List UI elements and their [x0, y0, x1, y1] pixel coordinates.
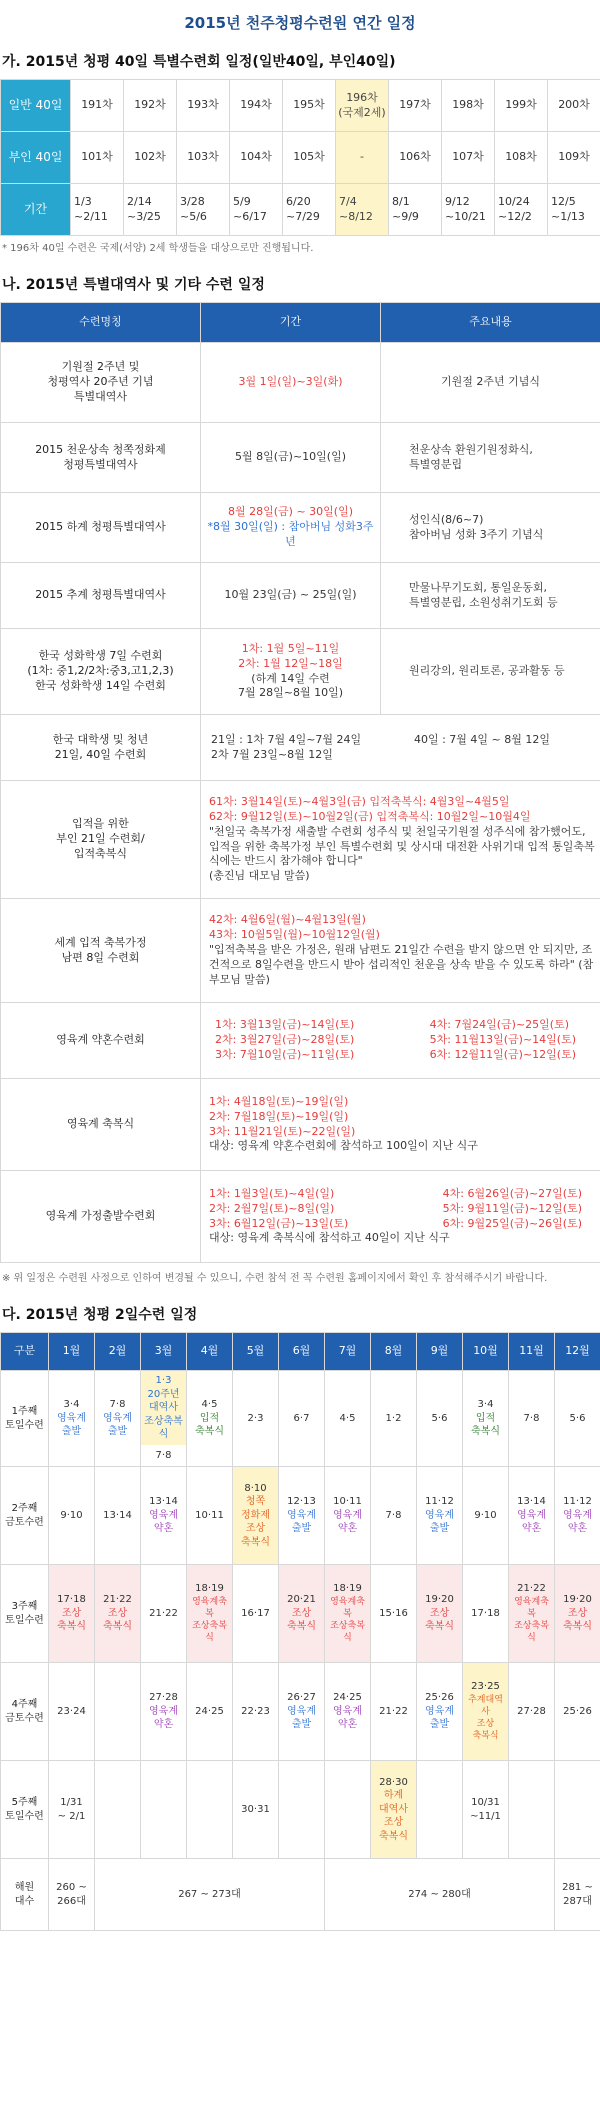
cell-event: 영육계축복 조상축복식: [514, 1596, 549, 1644]
cell: 109차: [548, 132, 600, 184]
cell: 7·8: [371, 1467, 417, 1565]
cell: [509, 1467, 555, 1565]
cell: [417, 1565, 463, 1663]
cell: [325, 1663, 371, 1761]
column-header: 주요내용: [381, 303, 600, 343]
cell: 2/14 ~3/25: [124, 184, 177, 236]
cell: 4·5: [325, 1371, 371, 1467]
table-row: [1, 1565, 600, 1663]
cell-event: 20주년 대역사 조상축복식: [144, 1388, 183, 1440]
cell-date: 11·12: [425, 1496, 454, 1508]
table-row: [1, 423, 600, 493]
cell-date: 25·26: [425, 1692, 454, 1704]
cell: 7/4 ~8/12: [336, 184, 389, 236]
cell: 5·6: [417, 1371, 463, 1467]
cell: 274 ~ 280대: [325, 1859, 555, 1931]
cell: 10/24 ~12/2: [495, 184, 548, 236]
event-period-right: [443, 1187, 596, 1232]
table-row: [1, 132, 600, 184]
cell: 5·6: [555, 1371, 600, 1467]
cell: 8/1 ~9/9: [389, 184, 442, 236]
cell-event: 영육계 출발: [425, 1705, 454, 1731]
event-period-line: 6차: 9월25일(금)~26일(토): [442, 1216, 582, 1230]
cell: 9·10: [49, 1467, 95, 1565]
cell: [325, 1761, 371, 1859]
cell: [141, 1467, 187, 1565]
cell: 13·14: [95, 1467, 141, 1565]
cell: 102차: [124, 132, 177, 184]
row-label: 해원 대수: [1, 1859, 49, 1931]
cell-date: 18·19: [333, 1583, 362, 1595]
cell: 200차: [548, 80, 600, 132]
cell: [555, 1467, 600, 1565]
table-row: [1, 1079, 600, 1171]
column-header: 7월: [325, 1333, 371, 1371]
cell-date: 21·22: [517, 1583, 546, 1595]
cell: [463, 1371, 509, 1467]
cell: [141, 1761, 187, 1859]
event-period-left: [215, 1018, 354, 1063]
cell: [509, 1565, 555, 1663]
cell-event: 입적 축복식: [471, 1412, 500, 1438]
cell-event: 입적 축복식: [195, 1412, 224, 1438]
cell-date: 8·10: [244, 1482, 267, 1494]
section-b-note: ※ 위 일정은 수련원 사정으로 인하여 변경될 수 있으니, 수련 참석 전 꼭 수련원 홈페이지에서 확인 후 참석해주시기 바랍니다.: [2, 1273, 548, 1284]
event-period-21: 21일 : 1차 7월 4일~7월 24일 2차 7월 23일~8월 12일: [211, 732, 362, 761]
event-period-line: 1차: 1월 5일~11일: [241, 641, 340, 655]
cell-event: 청쪽 정화제 조상 축복식: [241, 1496, 270, 1548]
cell: 260 ~ 266대: [49, 1859, 95, 1931]
column-header: 9월: [417, 1333, 463, 1371]
row-label: 5주째 토일수련: [1, 1761, 49, 1859]
cell: 10/31 ~11/1: [463, 1761, 509, 1859]
table-row: [1, 493, 600, 563]
cell: [325, 1565, 371, 1663]
cell: [233, 1467, 279, 1565]
cell: -: [336, 132, 389, 184]
row-header-general: 일반 40일: [1, 80, 71, 132]
event-period-line: 2차: 2월7일(토)~8일(일): [209, 1201, 335, 1215]
cell: 199차: [495, 80, 548, 132]
cell: 6/20 ~7/29: [283, 184, 336, 236]
table-row: [1, 184, 600, 236]
event-content: 원리강의, 원리토론, 공과활동 등: [381, 629, 600, 715]
column-header: 6월: [279, 1333, 325, 1371]
table-row: [1, 1371, 600, 1467]
cell: 198차: [442, 80, 495, 132]
event-quote: "입적축복을 받은 가정은, 원래 남편도 21일간 수련을 받지 않으면 안 되지만, 조건적으로 8일수련을 반드시 받아 섭리적인 천운을 상속 받을 수 있도록 하라" (참부모님 말씀): [209, 943, 594, 986]
cell: 101차: [71, 132, 124, 184]
table-row: [1, 899, 600, 1003]
cell: [279, 1467, 325, 1565]
cell-date: 24·25: [333, 1692, 362, 1704]
cell-date: 3·4: [477, 1399, 494, 1411]
event-period-line: 3차: 6월12일(금)~13일(토): [209, 1216, 349, 1230]
cell-date: 13·14: [149, 1496, 178, 1508]
column-header: 3월: [141, 1333, 187, 1371]
event-period-line: 61차: 3월14일(토)~4월3일(금) 입적축복식: 4월3일~4월5일: [209, 794, 510, 808]
cell: [187, 1371, 233, 1467]
cell: [95, 1565, 141, 1663]
cell: 21·22: [141, 1565, 187, 1663]
cell-event: 추계대역사 조상 축복식: [468, 1694, 503, 1742]
column-header: 2월: [95, 1333, 141, 1371]
cell: [417, 1663, 463, 1761]
section-c-title: 다. 2015년 청평 2일수련 일정: [2, 1307, 198, 1323]
cell-date: 21·22: [103, 1594, 132, 1606]
event-details: [201, 899, 600, 1003]
event-name: 2015 하계 청평특별대역사: [1, 493, 201, 563]
cell: 6·7: [279, 1371, 325, 1467]
event-content: 천운상속 환원기원정화식, 특별영분립: [381, 423, 600, 493]
cell: 107차: [442, 132, 495, 184]
cell: 1·2: [371, 1371, 417, 1467]
cell: 10·11: [187, 1467, 233, 1565]
cell: 1/3 ~2/11: [71, 184, 124, 236]
section-a-title: 가. 2015년 청평 40일 특별수련회 일정(일반40일, 부인40일): [2, 54, 396, 70]
cell-event: 조상 축복식: [103, 1607, 132, 1633]
section-a-note: * 196차 40일 수련은 국제(서양) 2세 학생들을 대상으로만 진행됩니다.: [2, 243, 314, 254]
table-row: [1, 629, 600, 715]
event-period-note: *8월 30일(일) : 참아버님 성화3주년: [207, 520, 374, 548]
cell-event: 조상 축복식: [425, 1607, 454, 1633]
cell-date: 18·19: [195, 1583, 224, 1595]
cell: [187, 1761, 233, 1859]
cell-event: 조상 축복식: [57, 1607, 86, 1633]
cell: 27·28: [509, 1663, 555, 1761]
cell: 9·10: [463, 1467, 509, 1565]
cell: [417, 1467, 463, 1565]
cell: 25·26: [555, 1663, 600, 1761]
event-period: 10월 23일(금) ~ 25일(일): [201, 563, 381, 629]
event-details: [201, 781, 600, 899]
table-header-row: [1, 1333, 600, 1371]
cell: 2·3: [233, 1371, 279, 1467]
cell-event: 영육계축복 조상축복식: [192, 1596, 227, 1644]
event-name: 기원절 2주년 및 청평역사 20주년 기념 특별대역사: [1, 343, 201, 423]
column-header: 4월: [187, 1333, 233, 1371]
cell-event: 영육계 약혼: [333, 1705, 362, 1731]
cell-date: 19·20: [425, 1594, 454, 1606]
cell: 23·24: [49, 1663, 95, 1761]
event-period-line: 3차: 11월21일(토)~22일(일): [209, 1124, 356, 1138]
event-period: 5월 8일(금)~10일(일): [201, 423, 381, 493]
column-header: 5월: [233, 1333, 279, 1371]
cell-event: 영육계 약혼: [149, 1705, 178, 1731]
two-day-table: [0, 1332, 600, 1931]
cell-date: 11·12: [563, 1496, 592, 1508]
cell: 193차: [177, 80, 230, 132]
cell: 30·31: [233, 1761, 279, 1859]
event-target: 대상: 영육계 약혼수련회에 참석하고 100일이 지난 식구: [209, 1139, 478, 1153]
event-period-line: 4차: 7월24일(금)~25일(토): [429, 1018, 569, 1032]
event-period-pair: [209, 1187, 596, 1232]
cell: [279, 1565, 325, 1663]
event-period-line: 5차: 9월11일(금)~12일(토): [442, 1201, 582, 1215]
cell: [95, 1761, 141, 1859]
cell: [141, 1371, 187, 1467]
cell-event: 조상 축복식: [563, 1607, 592, 1633]
table-row: [1, 781, 600, 899]
cell-date: 19·20: [563, 1594, 592, 1606]
section-b-title: 나. 2015년 특별대역사 및 기타 수련 일정: [2, 277, 265, 293]
event-name: 한국 대학생 및 청년 21일, 40일 수련회: [1, 715, 201, 781]
event-name: 한국 성화학생 7일 수련회 (1차: 중1,2/2차:중3,고1,2,3) 한국 성화학생 14일 수련회: [1, 629, 201, 715]
table-row: [1, 80, 600, 132]
cell-event: 영육계 출발: [57, 1412, 86, 1438]
cell: 7·8: [509, 1371, 555, 1467]
row-label: 3주째 토일수련: [1, 1565, 49, 1663]
cell-date: 1·3: [155, 1375, 172, 1386]
row-label: 1주째 토일수련: [1, 1371, 49, 1467]
cell: 194차: [230, 80, 283, 132]
cell-date: 7·8: [155, 1449, 172, 1461]
cell: 104차: [230, 132, 283, 184]
event-period-line: 6차: 12월11일(금)~12일(토): [429, 1047, 576, 1061]
event-period-left: [209, 1187, 348, 1232]
forty-day-table: [0, 79, 600, 236]
cell: 3/28 ~5/6: [177, 184, 230, 236]
cell-date: 3·4: [63, 1399, 80, 1411]
cell-event: 하계 대역사 조상 축복식: [379, 1790, 408, 1842]
cell-event: 영육계축복 조상축복식: [330, 1596, 365, 1644]
cell: [555, 1565, 600, 1663]
cell-date: 23·25: [471, 1681, 500, 1693]
table-row: [1, 1663, 600, 1761]
cell: 197차: [389, 80, 442, 132]
event-period-line: 43차: 10월5일(월)~10월12일(월): [209, 928, 380, 942]
cell-special: [141, 1371, 186, 1445]
cell-date: 17·18: [57, 1594, 86, 1606]
cell: [279, 1663, 325, 1761]
event-period-line: 62차: 9월12일(토)~10월2일(금) 입적축복식: 10월2일~10월4일: [209, 809, 531, 823]
event-period-pair: [209, 1018, 596, 1063]
event-name: 영육계 가정출발수련회: [1, 1171, 201, 1263]
event-period-line: 3차: 7월10일(금)~11일(토): [215, 1047, 355, 1061]
table-row: [1, 563, 600, 629]
table-row: [1, 715, 600, 781]
event-period: [201, 493, 381, 563]
event-period-line: (하계 14일 수련 7월 28일~8월 10일): [238, 671, 343, 700]
event-name: 2015 추계 청평특별대역사: [1, 563, 201, 629]
cell-event: 영육계 약혼: [517, 1509, 546, 1535]
event-name: 영육계 약혼수련회: [1, 1003, 201, 1079]
cell-event: 영육계 약혼: [563, 1509, 592, 1535]
event-period-40: 40일 : 7월 4일 ~ 8월 12일: [413, 732, 550, 746]
cell: [371, 1761, 417, 1859]
cell: 192차: [124, 80, 177, 132]
event-period: 3월 1일(일)~3일(화): [201, 343, 381, 423]
row-header-women: 부인 40일: [1, 132, 71, 184]
cell-date: 4·5: [201, 1399, 218, 1411]
event-period-line: 2차: 1월 12일~18일: [238, 656, 343, 670]
table-header-row: [1, 303, 600, 343]
cell-date: 26·27: [287, 1692, 316, 1704]
cell: [555, 1761, 600, 1859]
cell-event: 영육계 출발: [287, 1509, 316, 1535]
event-period: [201, 715, 600, 781]
special-event-table: [0, 302, 600, 1263]
event-quote: "천일국 축복가정 새출발 수련회 성주식 및 천일국기원절 성주식에 참가했어도, 입적을 위한 축복가정 부인 특별수련회 및 상시대 대전환 사위기대 입적 통일축복식에는 반드시 참가해야 합니다" (총진님 대모님 말씀): [209, 824, 595, 883]
cell-date: 27·28: [149, 1692, 178, 1704]
cell: 24·25: [187, 1663, 233, 1761]
cell: 15·16: [371, 1565, 417, 1663]
event-period-line: 2차: 3월27일(금)~28일(토): [215, 1033, 355, 1047]
cell: 267 ~ 273대: [95, 1859, 325, 1931]
cell: 12/5 ~1/13: [548, 184, 600, 236]
event-period: [201, 629, 381, 715]
row-label: 4주째 금토수련: [1, 1663, 49, 1761]
event-content: 만물나무기도회, 통일운동회, 특별영분립, 소원성취기도회 등: [381, 563, 600, 629]
cell-event: 영육계 출발: [103, 1412, 132, 1438]
column-header: 10월: [463, 1333, 509, 1371]
event-details: [201, 1171, 600, 1263]
cell: 9/12 ~10/21: [442, 184, 495, 236]
cell: [325, 1467, 371, 1565]
event-name: 입적을 위한 부인 21일 수련회/ 입적축복식: [1, 781, 201, 899]
cell: 195차: [283, 80, 336, 132]
cell: [95, 1663, 141, 1761]
event-period-line: 2차: 7월18일(토)~19일(일): [209, 1109, 349, 1123]
cell: 196차 (국제2세): [336, 80, 389, 132]
event-period-line: 1차: 3월13일(금)~14일(토): [215, 1018, 355, 1032]
column-header: 8월: [371, 1333, 417, 1371]
cell-date: 12·13: [287, 1496, 316, 1508]
cell: 103차: [177, 132, 230, 184]
cell-event: 영육계 약혼: [149, 1509, 178, 1535]
page-title: 2015년 천주청평수련원 연간 일정: [184, 14, 416, 32]
column-header: 기간: [201, 303, 381, 343]
cell: [49, 1565, 95, 1663]
table-row: [1, 1761, 600, 1859]
cell: [49, 1371, 95, 1467]
column-header: 11월: [509, 1333, 555, 1371]
cell: [417, 1761, 463, 1859]
cell-event: 영육계 약혼: [333, 1509, 362, 1535]
table-row: [1, 343, 600, 423]
table-row: [1, 1467, 600, 1565]
cell: [95, 1371, 141, 1467]
cell: [187, 1565, 233, 1663]
cell-date: 7·8: [109, 1399, 126, 1411]
event-period-line: 42차: 4월6일(월)~4월13일(월): [209, 913, 366, 927]
cell-date: 20·21: [287, 1594, 316, 1606]
table-row: [1, 1003, 600, 1079]
event-period-line: 5차: 11월13일(금)~14일(토): [429, 1033, 576, 1047]
event-period-line: 1차: 4월18일(토)~19일(일): [209, 1094, 349, 1108]
column-header: 수련명칭: [1, 303, 201, 343]
cell: 105차: [283, 132, 336, 184]
cell-date: 13·14: [517, 1496, 546, 1508]
cell: 17·18: [463, 1565, 509, 1663]
event-period-right: [430, 1018, 590, 1063]
cell: [141, 1663, 187, 1761]
event-period-line: 1차: 1월3일(토)~4일(일): [209, 1186, 335, 1200]
cell-date: 10·11: [333, 1496, 362, 1508]
cell-event: 조상 축복식: [287, 1607, 316, 1633]
row-header-period: 기간: [1, 184, 71, 236]
event-details: [201, 1003, 600, 1079]
cell: 108차: [495, 132, 548, 184]
column-header: 구분: [1, 1333, 49, 1371]
cell-event: 영육계 출발: [287, 1705, 316, 1731]
cell: 106차: [389, 132, 442, 184]
row-label: 2주째 금토수련: [1, 1467, 49, 1565]
event-name: 영육계 축복식: [1, 1079, 201, 1171]
cell: 191차: [71, 80, 124, 132]
event-target: 대상: 영육계 축복식에 참석하고 40일이 지난 식구: [209, 1231, 450, 1245]
cell: 22·23: [233, 1663, 279, 1761]
event-content: 성인식(8/6~7) 참아버님 성화 3주기 기념식: [381, 493, 600, 563]
cell: 21·22: [371, 1663, 417, 1761]
cell: [463, 1663, 509, 1761]
event-content: 기원절 2주년 기념식: [381, 343, 600, 423]
column-header: 12월: [555, 1333, 600, 1371]
cell-event: 영육계 출발: [425, 1509, 454, 1535]
event-period-main: 8월 28일(금) ~ 30일(일): [228, 505, 353, 519]
event-period-line: 4차: 6월26일(금)~27일(토): [442, 1186, 582, 1200]
cell-date: 28·30: [379, 1776, 408, 1788]
event-name: 2015 천운상속 청쪽정화제 청평특별대역사: [1, 423, 201, 493]
event-name: 세계 입적 축복가정 남편 8일 수련회: [1, 899, 201, 1003]
table-row: [1, 1171, 600, 1263]
column-header: 1월: [49, 1333, 95, 1371]
cell: 5/9 ~6/17: [230, 184, 283, 236]
cell: 1/31 ~ 2/1: [49, 1761, 95, 1859]
event-period-pair: [205, 733, 596, 763]
event-details: [201, 1079, 600, 1171]
cell: [279, 1761, 325, 1859]
cell: [509, 1761, 555, 1859]
cell: 16·17: [233, 1565, 279, 1663]
cell: 281 ~ 287대: [555, 1859, 600, 1931]
table-row: [1, 1859, 600, 1931]
